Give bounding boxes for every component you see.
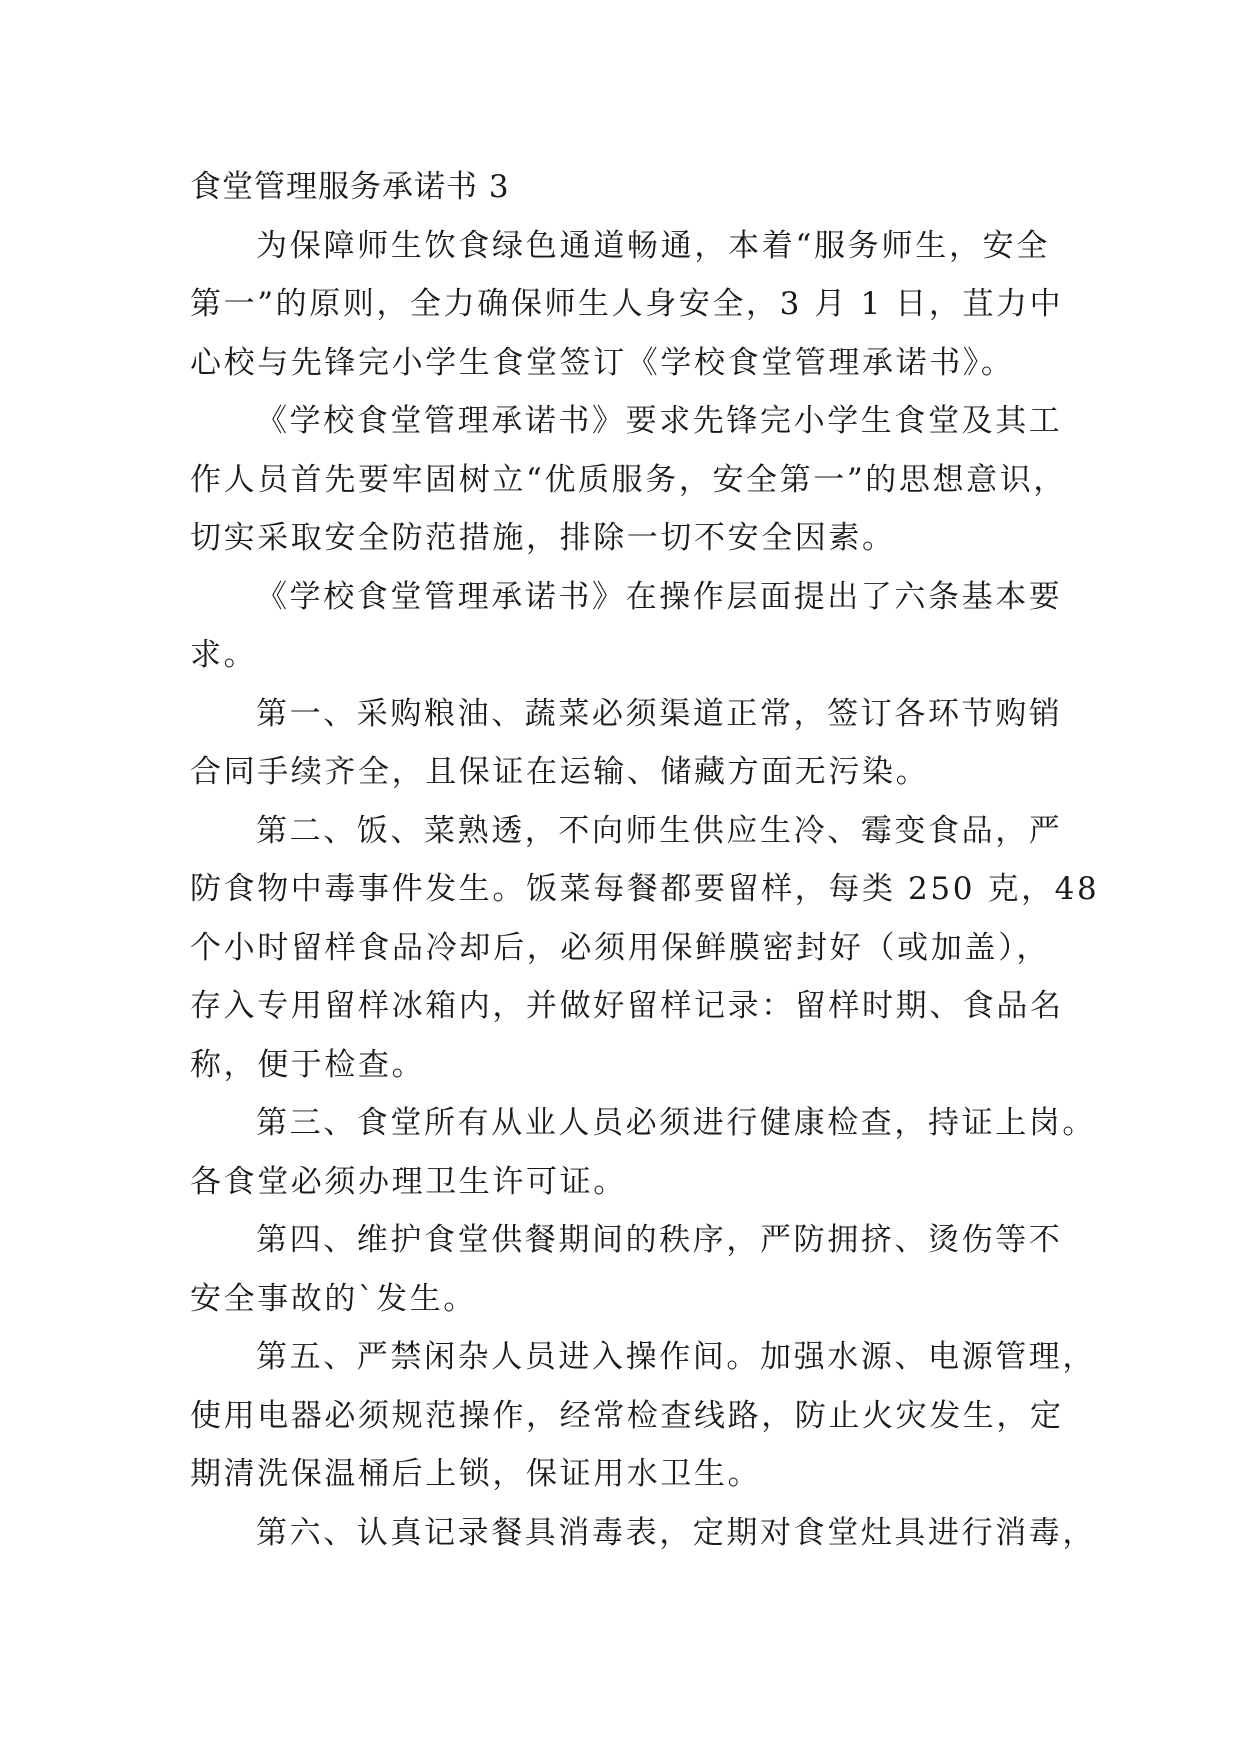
text-line: 切实采取安全防范措施，排除一切不安全因素。 bbox=[190, 520, 896, 556]
text-line: 第一、采购粮油、蔬菜必须渠道正常，签订各环节购销 bbox=[256, 695, 1063, 732]
text-line: 防食物中毒事件发生。饭菜每餐都要留样，每类 250 克，48 bbox=[190, 871, 1100, 907]
text-line: 《学校食堂管理承诺书》在操作层面提出了六条基本要 bbox=[256, 578, 1063, 615]
text-line: 存入专用留样冰箱内，并做好留样记录：留样时期、食品名 bbox=[190, 988, 1064, 1024]
text-line: 安全事故的`发生。 bbox=[190, 1280, 477, 1317]
text-line: 第二、饭、菜熟透，不向师生供应生冷、霉变食品，严 bbox=[256, 812, 1063, 849]
text-line: 为保障师生饮食绿色通道畅通，本着“服务师生，安全 bbox=[256, 227, 1050, 264]
text-line: 第五、严禁闲杂人员进入操作间。加强水源、电源管理， bbox=[256, 1339, 1096, 1375]
text-line: 使用电器必须规范操作，经常检查线路，防止火灾发生，定 bbox=[190, 1397, 1064, 1434]
text-line: 求。 bbox=[190, 637, 258, 673]
text-line: 第四、维护食堂供餐期间的秩序，严防拥挤、烫伤等不 bbox=[256, 1222, 1063, 1258]
text-line: 《学校食堂管理承诺书》要求先锋完小学生食堂及其工 bbox=[256, 403, 1063, 439]
text-line: 各食堂必须办理卫生许可证。 bbox=[190, 1163, 627, 1200]
document-body bbox=[190, 158, 1100, 1562]
text-line: 第六、认真记录餐具消毒表，定期对食堂灶具进行消毒， bbox=[256, 1514, 1096, 1551]
text-line: 第三、食堂所有从业人员必须进行健康检查，持证上岗。 bbox=[256, 1105, 1096, 1141]
text-line: 第一”的原则，全力确保师生人身安全，3 月 1 日，苴力中 bbox=[190, 286, 1064, 322]
document-title: 食堂管理服务承诺书 3 bbox=[190, 169, 510, 205]
text-line: 称，便于检查。 bbox=[190, 1046, 426, 1083]
text-line: 个小时留样食品冷却后，必须用保鲜膜密封好（或加盖）， bbox=[190, 929, 1050, 966]
text-line: 作人员首先要牢固树立“优质服务，安全第一”的思想意识， bbox=[190, 461, 1067, 498]
text-line: 期清洗保温桶后上锁，保证用水卫生。 bbox=[190, 1456, 762, 1492]
text-line: 合同手续齐全，且保证在运输、储藏方面无污染。 bbox=[190, 754, 930, 790]
text-line: 心校与先锋完小学生食堂签订《学校食堂管理承诺书》。 bbox=[190, 344, 1015, 381]
